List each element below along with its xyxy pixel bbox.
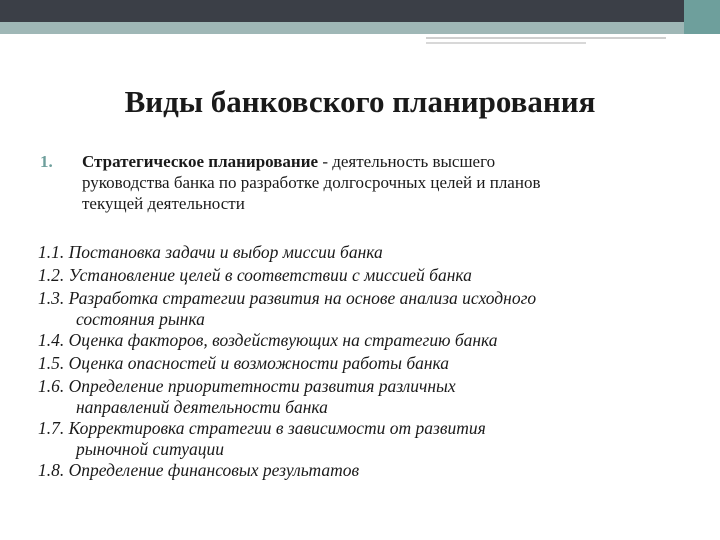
point-1-number: 1. — [40, 152, 53, 171]
header-accent-band — [0, 22, 720, 34]
list-item-text: 1.8. Определение финансовых результатов — [38, 460, 360, 480]
point-1-line-1 — [82, 151, 680, 172]
list-item — [38, 264, 688, 287]
point-1-line-1-rest: - деятельность высшего — [318, 152, 496, 171]
decorative-line-short — [426, 42, 586, 44]
sub-items-list — [38, 241, 688, 482]
list-item — [38, 352, 688, 375]
list-item-text: 1.5. Оценка опасностей и возможности работы банка — [38, 353, 450, 373]
list-item-text: 1.3. Разработка стратегии развития на основе анализа исходного — [38, 288, 537, 308]
list-item-continuation: рыночной ситуации — [76, 439, 224, 459]
list-item-continuation: направлений деятельности банка — [76, 397, 328, 417]
slide-title: Виды банковского планирования — [124, 84, 596, 119]
point-1-body — [82, 151, 680, 214]
list-item — [38, 375, 688, 417]
list-item-continuation: состояния рынка — [76, 309, 205, 329]
list-item-text: 1.2. Установление целей в соответствии с миссией банка — [38, 265, 472, 285]
point-1-line-2: руководства банка по разработке долгосрочных целей и планов — [82, 173, 541, 192]
list-item-text: 1.1. Постановка задачи и выбор миссии банка — [38, 242, 383, 262]
point-1-term: Стратегическое планирование — [82, 152, 319, 171]
list-item-text: 1.7. Корректировка стратегии в зависимости от развития — [38, 418, 486, 438]
list-item — [38, 417, 688, 459]
point-1-line-3: текущей деятельности — [82, 194, 245, 213]
list-item — [38, 459, 688, 482]
list-item-text: 1.4. Оценка факторов, воздействующих на стратегию банка — [38, 330, 498, 350]
list-item — [38, 329, 688, 352]
list-item-text: 1.6. Определение приоритетности развития различных — [38, 376, 456, 396]
decorative-line — [426, 37, 666, 39]
list-item — [38, 287, 688, 329]
header-band — [0, 0, 720, 22]
corner-accent — [684, 0, 720, 34]
list-item — [38, 241, 688, 264]
